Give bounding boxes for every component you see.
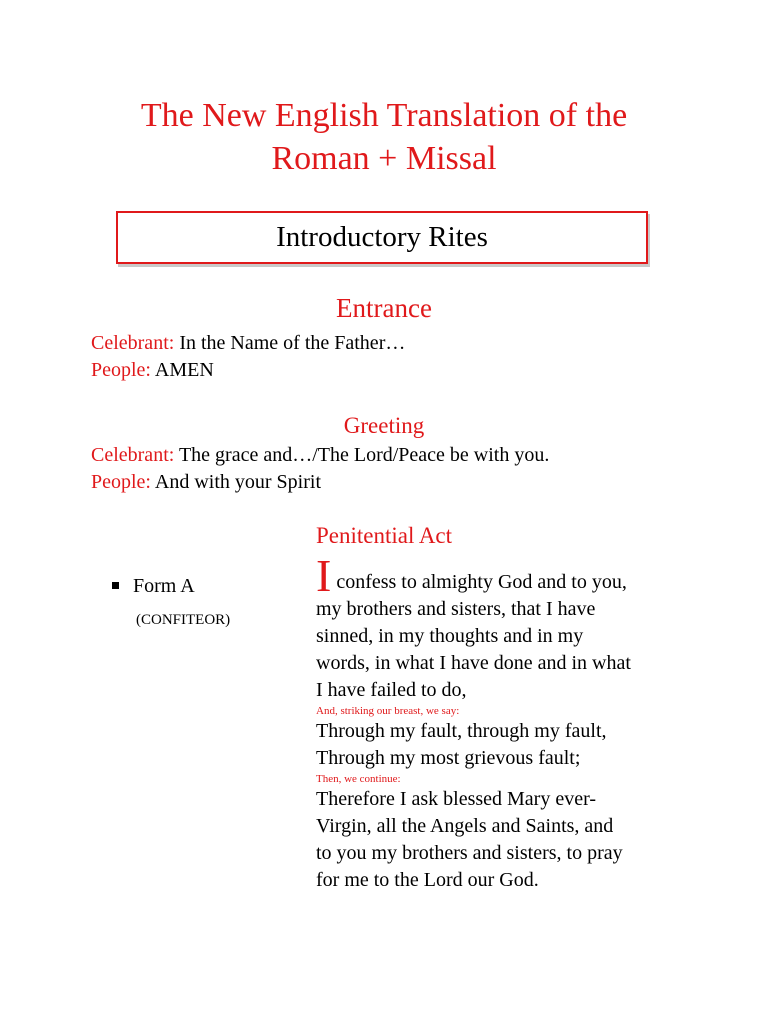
response-text: In the Name of the Father… xyxy=(174,332,406,354)
response-text: And with your Spirit xyxy=(151,471,322,493)
prayer-line: Through my most grievous fault; xyxy=(316,747,581,769)
document-title xyxy=(0,94,768,180)
entrance-celebrant-line xyxy=(91,330,405,356)
prayer-line: Virgin, all the Angels and Saints, and xyxy=(316,815,614,837)
prayer-line: to you my brothers and sisters, to pray xyxy=(316,842,623,864)
penitential-heading: Penitential Act xyxy=(315,523,453,548)
greeting-people-line xyxy=(91,469,321,495)
rubric-instruction: And, striking our breast, we say: xyxy=(316,705,460,717)
prayer-line: for me to the Lord our God. xyxy=(316,869,539,891)
prayer-line: I have failed to do, xyxy=(316,679,467,701)
prayer-line: my brothers and sisters, that I have xyxy=(316,598,596,620)
form-label: Form A xyxy=(133,575,195,597)
response-text: AMEN xyxy=(151,359,214,381)
confiteor-prayer xyxy=(316,550,696,894)
square-bullet-icon xyxy=(112,582,119,589)
drop-cap: I xyxy=(316,550,332,601)
speaker-label: People: xyxy=(91,359,151,381)
section-box: Introductory Rites xyxy=(116,211,648,264)
prayer-line: confess to almighty God and to you, xyxy=(331,571,627,593)
prayer-line: Therefore I ask blessed Mary ever- xyxy=(316,788,597,810)
prayer-line: Through my fault, through my fault, xyxy=(316,720,607,742)
response-text: The grace and…/The Lord/Peace be with you. xyxy=(174,444,550,466)
entrance-people-line xyxy=(91,357,214,383)
entrance-heading: Entrance xyxy=(336,293,432,323)
speaker-label: People: xyxy=(91,471,151,493)
speaker-label: Celebrant: xyxy=(91,332,175,354)
form-sublabel: (CONFITEOR) xyxy=(136,612,231,628)
speaker-label: Celebrant: xyxy=(91,444,175,466)
prayer-line: sinned, in my thoughts and in my xyxy=(316,625,584,647)
title-line-2: Roman + Missal xyxy=(271,140,497,177)
prayer-line: words, in what I have done and in what xyxy=(316,652,631,674)
greeting-heading: Greeting xyxy=(343,413,425,438)
form-a-bullet xyxy=(112,573,195,599)
title-line-1: The New English Translation of the xyxy=(140,97,628,134)
rubric-instruction: Then, we continue: xyxy=(316,773,401,785)
greeting-celebrant-line xyxy=(91,442,549,468)
prayer-first-line xyxy=(316,550,696,601)
